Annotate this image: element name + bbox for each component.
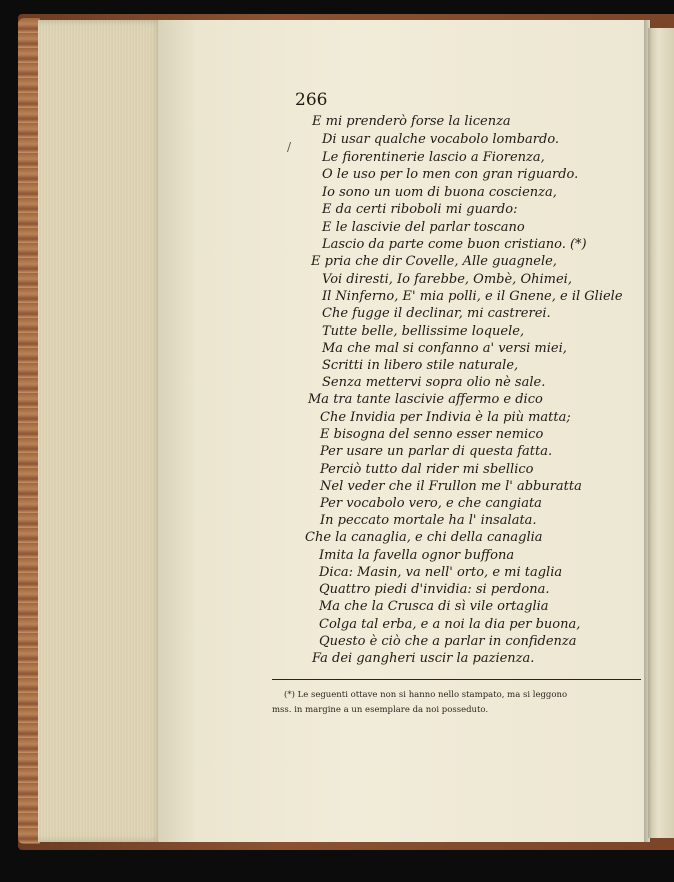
verse-line: Dica: Masin, va nell' orto, e mi taglia bbox=[319, 565, 563, 580]
verse-line: Tutte belle, bellissime loquele, bbox=[322, 324, 525, 339]
verse-line: Che la canaglia, e chi della canaglia bbox=[305, 530, 543, 545]
page-stack-edge bbox=[38, 20, 164, 842]
verse-line: E da certi riboboli mi guardo: bbox=[322, 202, 518, 217]
verse-line: Che Invidia per Indivia è la più matta; bbox=[320, 410, 571, 425]
verse-line: O le uso per lo men con gran riguardo. bbox=[322, 167, 579, 182]
verse-line: Nel veder che il Frullon me l' abburatta bbox=[320, 479, 582, 494]
verse-line: Lascio da parte come buon cristiano. (*) bbox=[322, 237, 587, 252]
footnote-line: mss. in margine a un esemplare da noi posseduto. bbox=[272, 705, 489, 715]
verse-line: Questo è ciò che a parlar in confidenza bbox=[319, 634, 577, 649]
margin-mark: / bbox=[287, 140, 292, 154]
footnote-rule bbox=[272, 679, 641, 680]
verse-line: Per vocabolo vero, e che cangiata bbox=[320, 496, 542, 511]
verse-line: Senza mettervi sopra olio nè sale. bbox=[322, 375, 546, 390]
verse-line: Per usare un parlar di questa fatta. bbox=[320, 444, 553, 459]
verse-line: Quattro piedi d'invidia: si perdona. bbox=[319, 582, 550, 597]
verse-line: Che fugge il declinar, mi castrerei. bbox=[322, 306, 551, 321]
page-number: 266 bbox=[295, 90, 328, 110]
verse-line: E mi prenderò forse la licenza bbox=[312, 114, 511, 129]
book-spine-edge bbox=[18, 18, 40, 844]
verse-line: In peccato mortale ha l' insalata. bbox=[320, 513, 537, 528]
verse-line: Colga tal erba, e a noi la dia per buona, bbox=[319, 617, 581, 632]
gutter-shadow bbox=[644, 20, 652, 842]
verse-line: Di usar qualche vocabolo lombardo. bbox=[322, 132, 560, 147]
verse-line: Voi diresti, Io farebbe, Ombè, Ohimei, bbox=[322, 272, 572, 287]
verse-line: E bisogna del senno esser nemico bbox=[320, 427, 544, 442]
verse-line: Le fiorentinerie lascio a Fiorenza, bbox=[322, 150, 545, 165]
footnote-line: (*) Le seguenti ottave non si hanno nello stampato, ma si leggono bbox=[284, 690, 568, 700]
verse-line: E pria che dir Covelle, Alle guagnele, bbox=[311, 254, 557, 269]
verse-line: Perciò tutto dal rider mi sbellico bbox=[320, 462, 534, 477]
verse-line: Ma che la Crusca di sì vile ortaglia bbox=[319, 599, 549, 614]
verse-line: E le lascivie del parlar toscano bbox=[322, 220, 525, 235]
verse-line: Io sono un uom di buona coscienza, bbox=[322, 185, 557, 200]
verse-line: Fa dei gangheri uscir la pazienza. bbox=[312, 651, 535, 666]
verse-line: Il Ninferno, E' mia polli, e il Gnene, e il Gliele bbox=[322, 289, 623, 304]
footnote bbox=[272, 688, 652, 718]
verse-line: Ma che mal si confanno a' versi miei, bbox=[322, 341, 567, 356]
verse-line: Scritti in libero stile naturale, bbox=[322, 358, 519, 373]
verse-line: Ma tra tante lascivie affermo e dico bbox=[308, 392, 543, 407]
verse-line: Imita la favella ognor buffona bbox=[319, 548, 515, 563]
